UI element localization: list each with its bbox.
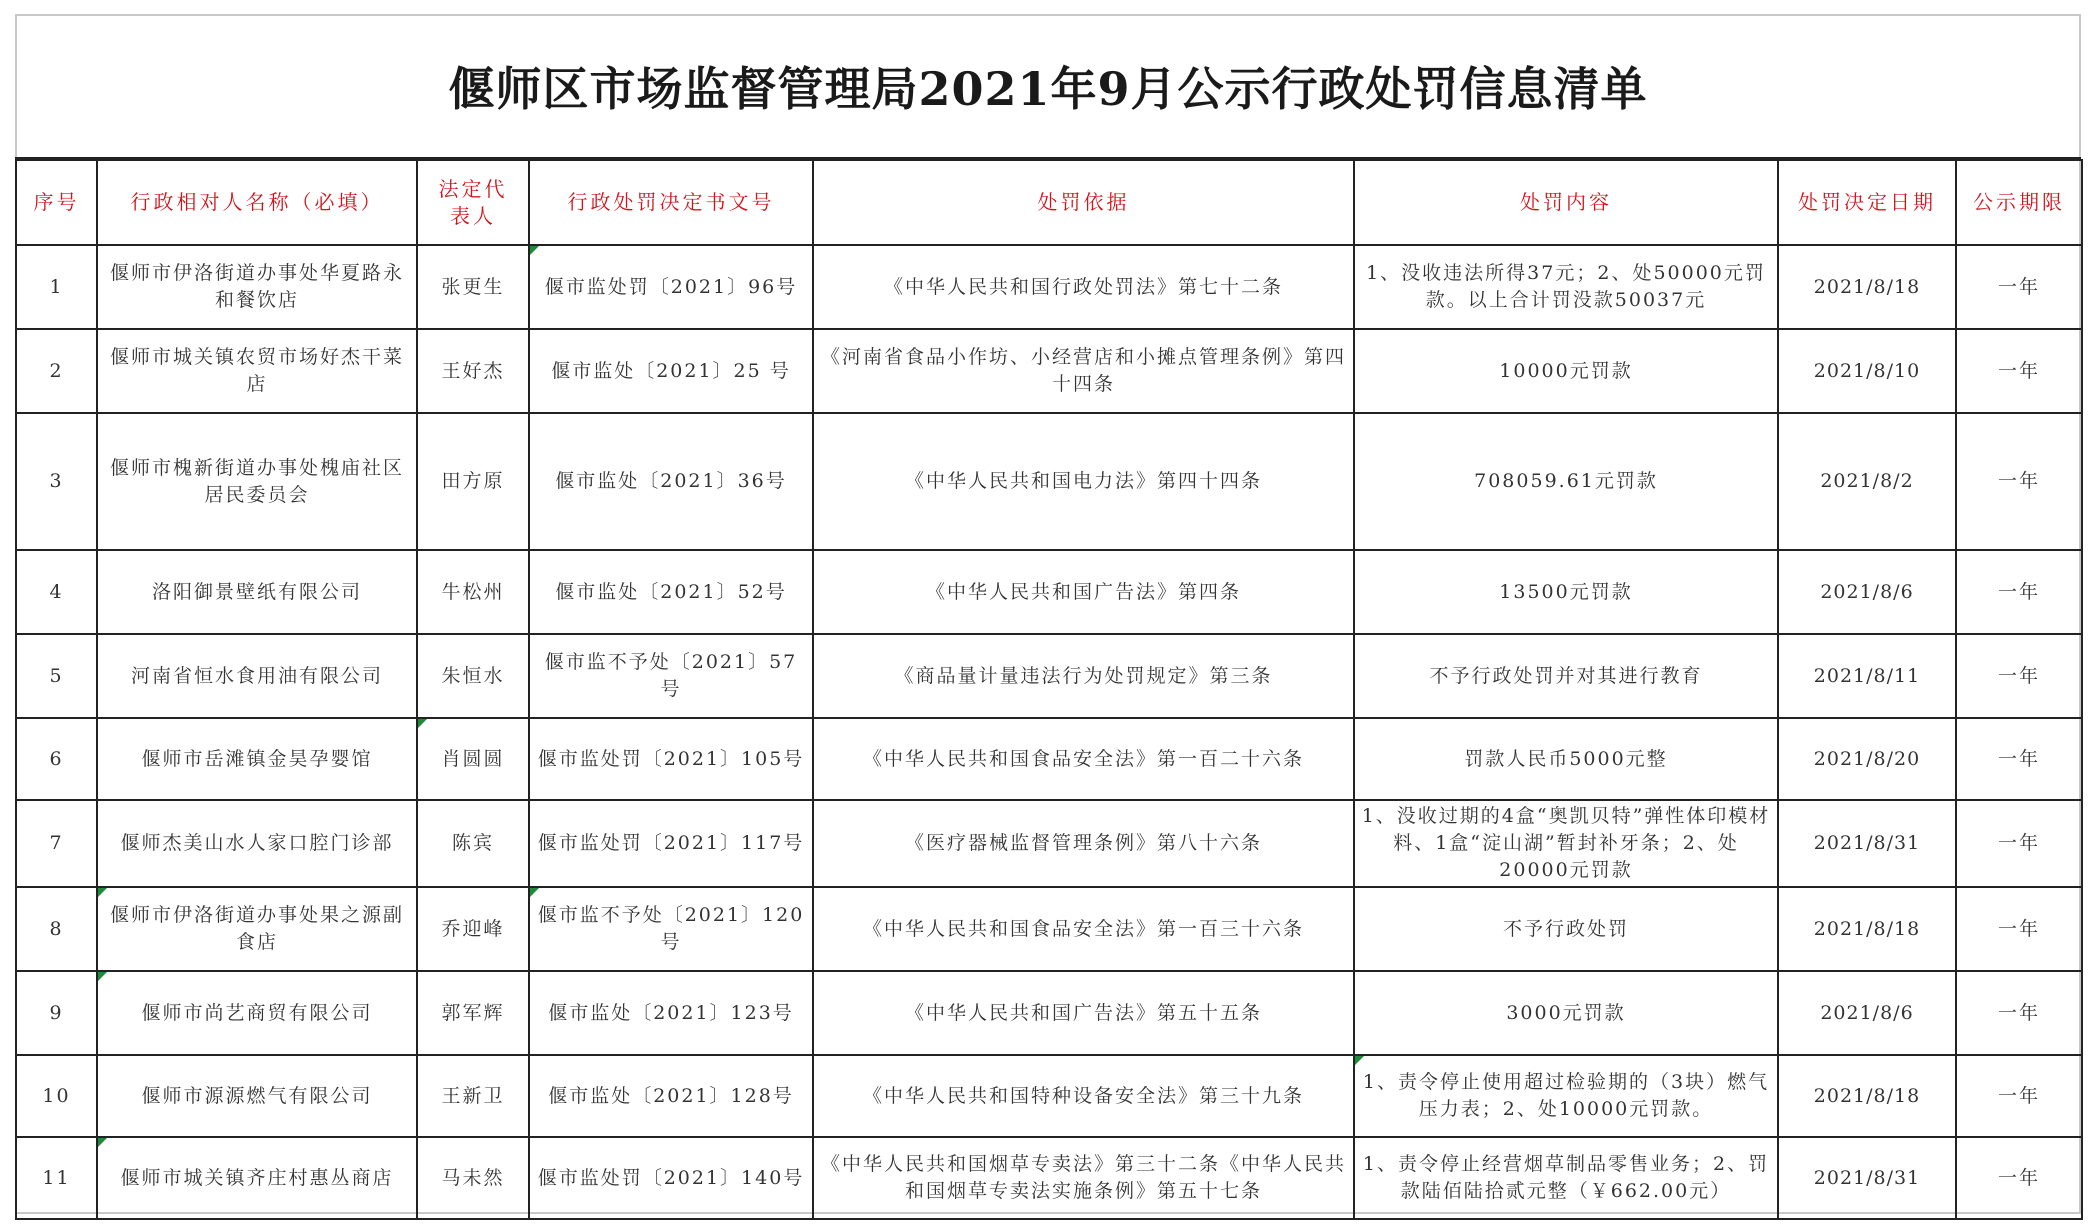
table-row [16,550,2082,634]
table-row [16,971,2082,1055]
cell-rep: 陈宾 [417,800,529,887]
cell-content: 1、没收过期的4盒“奥凯贝特”弹性体印模材料、1盒“淀山湖”暂封补牙条；2、处20000元罚款 [1354,800,1778,887]
cell-rep: 王好杰 [417,329,529,413]
cell-doc: 偃市监处罚〔2021〕105号 [529,718,813,800]
cell-rep: 乔迎峰 [417,887,529,971]
cell-name: 偃师市岳滩镇金昊孕婴馆 [97,718,417,800]
cell-basis: 《中华人民共和国烟草专卖法》第三十二条《中华人民共和国烟草专卖法实施条例》第五十七条 [813,1137,1354,1219]
cell-no: 4 [16,550,97,634]
cell-period: 一年 [1956,245,2082,329]
cell-rep: 马未然 [417,1137,529,1219]
cell-date: 2021/8/31 [1778,1137,1956,1219]
cell-name: 河南省恒水食用油有限公司 [97,634,417,718]
col-header-content: 处罚内容 [1354,160,1778,245]
cell-no: 7 [16,800,97,887]
table-row [16,413,2082,550]
cell-name: 偃师市城关镇农贸市场好杰干菜店 [97,329,417,413]
cell-doc: 偃市监处〔2021〕36号 [529,413,813,550]
cell-period: 一年 [1956,1137,2082,1219]
table-row [16,1055,2082,1137]
cell-content: 708059.61元罚款 [1354,413,1778,550]
col-header-no: 序号 [16,160,97,245]
cell-period: 一年 [1956,800,2082,887]
cell-date: 2021/8/11 [1778,634,1956,718]
cell-date: 2021/8/18 [1778,887,1956,971]
cell-doc: 偃市监处〔2021〕128号 [529,1055,813,1137]
cell-name: 偃师市伊洛街道办事处华夏路永和餐饮店 [97,245,417,329]
cell-basis: 《中华人民共和国广告法》第四条 [813,550,1354,634]
cell-content: 不予行政处罚 [1354,887,1778,971]
cell-rep: 张更生 [417,245,529,329]
cell-no: 3 [16,413,97,550]
table-row [16,329,2082,413]
table-row [16,634,2082,718]
header-row [16,160,2082,245]
cell-name: 偃师市源源燃气有限公司 [97,1055,417,1137]
cell-rep: 牛松州 [417,550,529,634]
cell-basis: 《中华人民共和国广告法》第五十五条 [813,971,1354,1055]
cell-rep: 朱恒水 [417,634,529,718]
cell-date: 2021/8/20 [1778,718,1956,800]
cell-period: 一年 [1956,1055,2082,1137]
cell-no: 8 [16,887,97,971]
penalty-table [15,159,2083,1220]
cell-no: 6 [16,718,97,800]
cell-date: 2021/8/18 [1778,245,1956,329]
col-header-basis: 处罚依据 [813,160,1354,245]
cell-period: 一年 [1956,718,2082,800]
cell-no: 11 [16,1137,97,1219]
cell-no: 9 [16,971,97,1055]
cell-doc: 偃市监处〔2021〕25 号 [529,329,813,413]
cell-no: 10 [16,1055,97,1137]
cell-content: 10000元罚款 [1354,329,1778,413]
cell-name: 偃师市槐新街道办事处槐庙社区居民委员会 [97,413,417,550]
cell-basis: 《中华人民共和国食品安全法》第一百三十六条 [813,887,1354,971]
cell-doc: 偃市监处〔2021〕123号 [529,971,813,1055]
cell-name: 洛阳御景壁纸有限公司 [97,550,417,634]
cell-rep: 郭军辉 [417,971,529,1055]
cell-period: 一年 [1956,634,2082,718]
cell-basis: 《中华人民共和国行政处罚法》第七十二条 [813,245,1354,329]
cell-basis: 《河南省食品小作坊、小经营店和小摊点管理条例》第四十四条 [813,329,1354,413]
cell-name: 偃师杰美山水人家口腔门诊部 [97,800,417,887]
cell-date: 2021/8/6 [1778,971,1956,1055]
cell-period: 一年 [1956,329,2082,413]
cell-doc: 偃市监处〔2021〕52号 [529,550,813,634]
cell-basis: 《中华人民共和国电力法》第四十四条 [813,413,1354,550]
cell-rep: 王新卫 [417,1055,529,1137]
table-row [16,1137,2082,1219]
cell-date: 2021/8/10 [1778,329,1956,413]
cell-doc: 偃市监处罚〔2021〕140号 [529,1137,813,1219]
cell-basis: 《中华人民共和国食品安全法》第一百二十六条 [813,718,1354,800]
cell-doc: 偃市监不予处〔2021〕120号 [529,887,813,971]
cell-date: 2021/8/6 [1778,550,1956,634]
title-row [15,14,2081,159]
cell-content: 3000元罚款 [1354,971,1778,1055]
cell-period: 一年 [1956,971,2082,1055]
cell-period: 一年 [1956,887,2082,971]
cell-doc: 偃市监处罚〔2021〕96号 [529,245,813,329]
cell-content: 罚款人民币5000元整 [1354,718,1778,800]
cell-no: 2 [16,329,97,413]
col-header-date: 处罚决定日期 [1778,160,1956,245]
cell-date: 2021/8/2 [1778,413,1956,550]
cell-no: 5 [16,634,97,718]
col-header-rep: 法定代表人 [417,160,529,245]
cell-content: 1、责令停止使用超过检验期的（3块）燃气压力表；2、处10000元罚款。 [1354,1055,1778,1137]
cell-basis: 《中华人民共和国特种设备安全法》第三十九条 [813,1055,1354,1137]
page-title: 偃师区市场监督管理局2021年9月公示行政处罚信息清单 [448,61,1648,116]
cell-basis: 《医疗器械监督管理条例》第八十六条 [813,800,1354,887]
cell-no: 1 [16,245,97,329]
cell-period: 一年 [1956,413,2082,550]
table-row [16,800,2082,887]
col-header-name: 行政相对人名称（必填） [97,160,417,245]
cell-rep: 田方原 [417,413,529,550]
table-row [16,245,2082,329]
cell-content: 13500元罚款 [1354,550,1778,634]
cell-rep: 肖圆圆 [417,718,529,800]
col-header-doc: 行政处罚决定书文号 [529,160,813,245]
table-row [16,887,2082,971]
cell-name: 偃师市伊洛街道办事处果之源副食店 [97,887,417,971]
cell-date: 2021/8/31 [1778,800,1956,887]
cell-content: 不予行政处罚并对其进行教育 [1354,634,1778,718]
table-row [16,718,2082,800]
col-header-period: 公示期限 [1956,160,2082,245]
cell-doc: 偃市监处罚〔2021〕117号 [529,800,813,887]
cell-name: 偃师市城关镇齐庄村惠丛商店 [97,1137,417,1219]
cell-doc: 偃市监不予处〔2021〕57号 [529,634,813,718]
cell-basis: 《商品量计量违法行为处罚规定》第三条 [813,634,1354,718]
cell-date: 2021/8/18 [1778,1055,1956,1137]
cell-period: 一年 [1956,550,2082,634]
cell-content: 1、没收违法所得37元；2、处50000元罚款。以上合计罚没款50037元 [1354,245,1778,329]
cell-content: 1、责令停止经营烟草制品零售业务；2、罚款陆佰陆拾贰元整（￥662.00元） [1354,1137,1778,1219]
cell-name: 偃师市尚艺商贸有限公司 [97,971,417,1055]
